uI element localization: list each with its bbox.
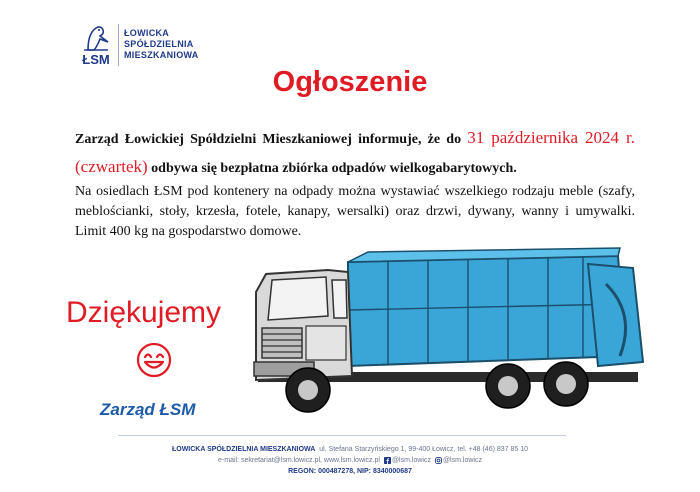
cooperative-logo — [78, 22, 228, 70]
logo-name — [124, 28, 199, 61]
footer-instagram-handle: @lsm.lowicz — [442, 457, 482, 464]
announcement-lead-paragraph — [75, 124, 635, 182]
footer-registry: REGON: 000487278, NIP: 8340000687 — [288, 468, 412, 475]
footer — [110, 444, 590, 477]
logo-name-line-1: ŁOWICKA — [124, 28, 170, 38]
footer-organization: ŁOWICKA SPÓŁDZIELNIA MIESZKANIOWA — [171, 446, 316, 453]
logo-name-line-2: SPÓŁDZIELNIA — [124, 39, 194, 49]
garbage-truck-illustration — [248, 244, 648, 434]
logo-name-line-3: MIESZKANIOWA — [124, 50, 199, 60]
footer-address-row — [110, 444, 590, 455]
smiley-face-icon — [136, 342, 172, 378]
footer-address: ul. Stefana Starzyńskiego 1, 99-400 Łowicz, tel. +48 (46) 837 85 10 — [319, 446, 529, 453]
announcement-details-paragraph: Na osiedlach ŁSM pod kontenery na odpady można wystawiać wszelkiego rodzaju meble (szafy, meblościanki, stoły, krzesła, fotele, kanapy, wersalki) oraz drzwi, dywany, wanny i umywalki. Limit 400 kg na gospodarstwo domowe. — [75, 184, 635, 239]
footer-divider — [118, 435, 566, 436]
logo-abbreviation: ŁSM — [82, 52, 110, 67]
facebook-icon — [384, 457, 391, 464]
lead-text-start: Zarząd Łowickiej Spółdzielni Mieszkaniowej informuje, że do — [75, 132, 468, 147]
stork-logo-icon — [78, 22, 114, 68]
footer-contact-row — [110, 455, 590, 466]
lead-text-end: odbywa się bezpłatna zbiórka odpadów wielkogabarytowych. — [147, 161, 517, 176]
announcement-title: Ogłoszenie — [272, 66, 428, 98]
logo-divider — [118, 24, 119, 66]
footer-facebook-handle: @lsm.lowicz — [391, 457, 431, 464]
footer-email-www: e-mail: sekretariat@lsm.lowicz.pl, www.lsm.lowicz.pl — [218, 457, 380, 464]
instagram-icon — [435, 457, 442, 464]
signature-board: Zarząd ŁSM — [100, 400, 196, 419]
collection-date-highlight: 31 października 2024 r. (czwartek) — [75, 128, 635, 176]
thank-you-heading: Dziękujemy — [66, 296, 222, 329]
